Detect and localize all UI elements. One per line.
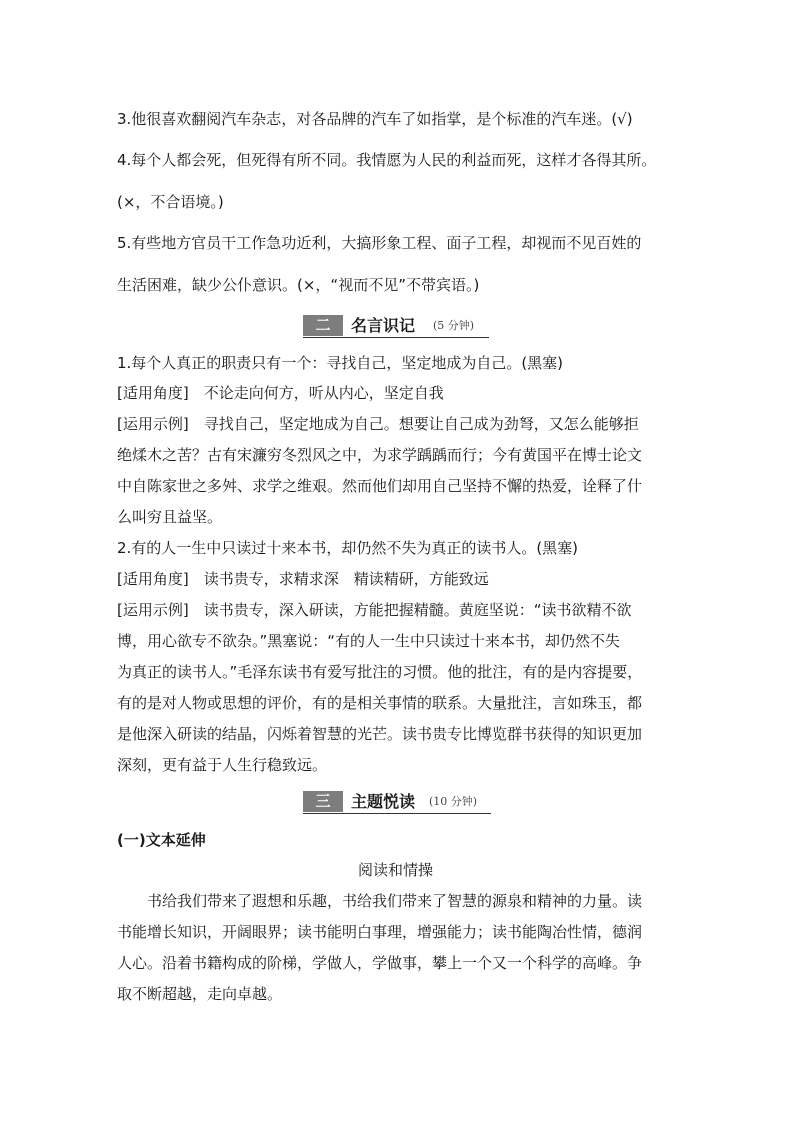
section-title: 名言识记 xyxy=(351,316,416,335)
quote-2-example-line: 是他深入研读的结晶，闪烁着智慧的光芒。读书贵专比博览群书获得的知识更加 xyxy=(117,725,643,743)
quote-2-angle: [适用角度] 读书贵专，求精求深 精读精研，方能致远 xyxy=(117,570,489,588)
quote-1-angle: [适用角度] 不论走向何方，听从内心，坚定自我 xyxy=(117,384,444,402)
section-underline xyxy=(303,813,491,814)
item-3: 3.他很喜欢翻阅汽车杂志，对各品牌的汽车了如指掌，是个标准的汽车迷。(√) xyxy=(117,110,633,128)
quote-1-example-line: 么叫穷且益坚。 xyxy=(117,508,223,526)
section-time: (5 分钟) xyxy=(433,319,475,332)
quote-2-example-line: 深刻，更有益于人生行稳致远。 xyxy=(117,756,328,774)
section-time: (10 分钟) xyxy=(429,795,478,808)
article-line: 取不断超越，走向卓越。 xyxy=(117,985,283,1003)
quote-2-example-line: [运用示例] 读书贵专，深入研读，方能把握精髓。黄庭坚说：“读书欲精不欲 xyxy=(117,601,632,619)
section-number: 二 xyxy=(303,315,343,336)
quote-1-example-line: [运用示例] 寻找自己，坚定地成为自己。想要让自己成为劲弩，又怎么能够拒 xyxy=(117,415,639,433)
article-line: 人心。沿着书籍构成的阶梯，学做人，学做事，攀上一个又一个科学的高峰。争 xyxy=(117,954,643,972)
item-4-line-2: (×，不合语境。) xyxy=(117,193,224,211)
quote-1-example-line: 中自陈家世之多舛、求学之维艰。然而他们却用自己坚持不懈的热爱，诠释了什 xyxy=(117,477,643,495)
section-header-quotes xyxy=(303,314,493,338)
article-title: 阅读和情操 xyxy=(358,861,434,879)
quote-1-example-line: 绝煣木之苦？古有宋濂穷冬烈风之中，为求学踽踽而行；今有黄国平在博士论文 xyxy=(117,446,643,464)
quote-2: 2.有的人一生中只读过十来本书，却仍然不失为真正的读书人。(黑塞) xyxy=(117,539,579,557)
section-underline xyxy=(303,337,489,338)
section-title: 主题悦读 xyxy=(351,792,416,811)
article-line: 书能增长知识，开阔眼界；读书能明白事理，增强能力；读书能陶冶性情，德润 xyxy=(117,923,643,941)
section-number: 三 xyxy=(303,791,343,812)
quote-2-example-line: 为真正的读书人。”毛泽东读书有爱写批注的习惯。他的批注，有的是内容提要， xyxy=(117,663,643,681)
subsection-heading: (一)文本延伸 xyxy=(117,831,206,849)
section-header-reading xyxy=(303,790,495,814)
quote-2-example-line: 有的是对人物或思想的评价，有的是相关事情的联系。大量批注，言如珠玉，都 xyxy=(117,694,643,712)
item-4-line-1: 4.每个人都会死，但死得有所不同。我情愿为人民的利益而死，这样才各得其所。 xyxy=(117,151,657,169)
article-line: 书给我们带来了遐想和乐趣，书给我们带来了智慧的源泉和精神的力量。读 xyxy=(117,892,643,910)
quote-1: 1.每个人真正的职责只有一个：寻找自己，坚定地成为自己。(黑塞) xyxy=(117,354,564,372)
quote-2-example-line: 博，用心欲专不欲杂。”黑塞说：“有的人一生中只读过十来本书，却仍然不失 xyxy=(117,632,621,650)
item-5-line-1: 5.有些地方官员干工作急功近利，大搞形象工程、面子工程，却视而不见百姓的 xyxy=(117,234,642,252)
item-5-line-2: 生活困难，缺少公仆意识。(×，“视而不见”不带宾语。) xyxy=(117,276,480,294)
